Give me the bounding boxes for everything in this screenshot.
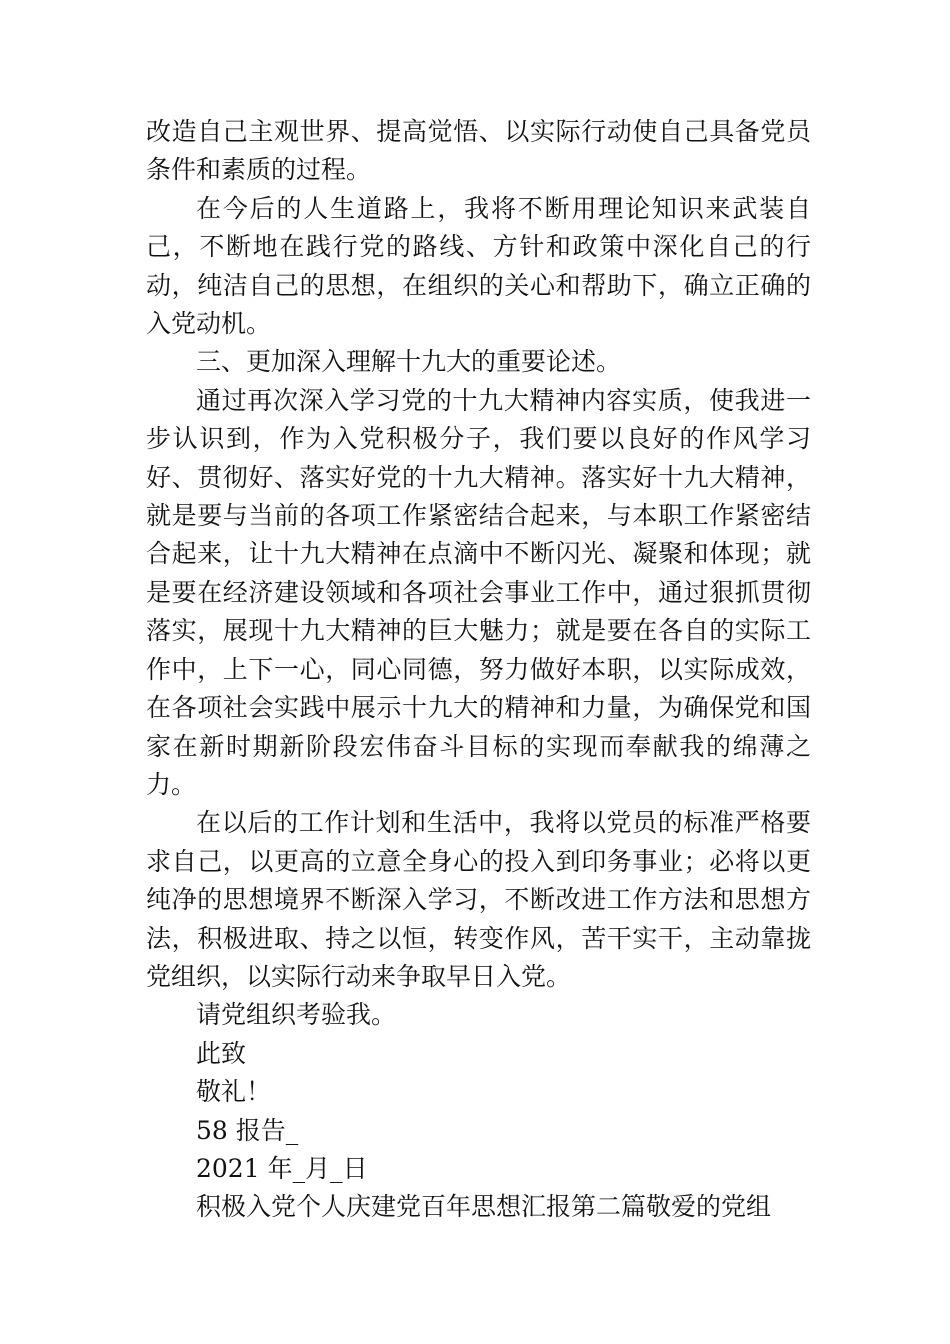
paragraph-5: 在以后的工作计划和生活中，我将以党员的标准严格要求自己，以更高的立意全身心的投入到印务事业；必将以更纯净的思想境界不断深入学习，不断改进工作方法和思想方法，积极进取、持之以恒，转变作风，苦干实干，主动靠拢党组织，以实际行动来争取早日入党。 — [146, 808, 811, 991]
paragraph-2: 在今后的人生道路上，我将不断用理论知识来武装自己，不断地在践行党的路线、方针和政策中深化自己的行动，纯洁自己的思想，在组织的关心和帮助下，确立正确的入党动机。 — [146, 193, 811, 339]
section-heading: 三、更加深入理解十九大的重要论述。 — [196, 347, 622, 377]
next-section-title: 积极入党个人庆建党百年思想汇报第二篇敬爱的党组 — [196, 1192, 772, 1222]
paragraph-1: 改造自己主观世界、提高觉悟、以实际行动使自己具备党员条件和素质的过程。 — [146, 117, 811, 185]
document-body — [146, 113, 811, 1227]
closing-salute-1: 此致 — [196, 1038, 247, 1068]
closing-request: 请党组织考验我。 — [196, 1000, 397, 1030]
reporter-signature: 58 报告_ — [196, 1115, 299, 1145]
paragraph-4: 通过再次深入学习党的十九大精神内容实质，使我进一步认识到，作为入党积极分子，我们要以良好的作风学习好、贯彻好、落实好党的十九大精神。落实好十九大精神，就是要与当前的各项工作紧密结合起来，与本职工作紧密结合起来，让十九大精神在点滴中不断闪光、凝聚和体现；就是要在经济建设领域和各项社会事业工作中，通过狠抓贯彻落实，展现十九大精神的巨大魅力；就是要在各自的实际工作中，上下一心，同心同德，努力做好本职，以实际成效，在各项社会实践中展示十九大的精神和力量，为确保党和国家在新时期新阶段宏伟奋斗目标的实现而奉献我的绵薄之力。 — [146, 385, 811, 799]
closing-salute-2: 敬礼！ — [196, 1077, 272, 1107]
report-date: 2021 年_月_日 — [196, 1153, 368, 1183]
